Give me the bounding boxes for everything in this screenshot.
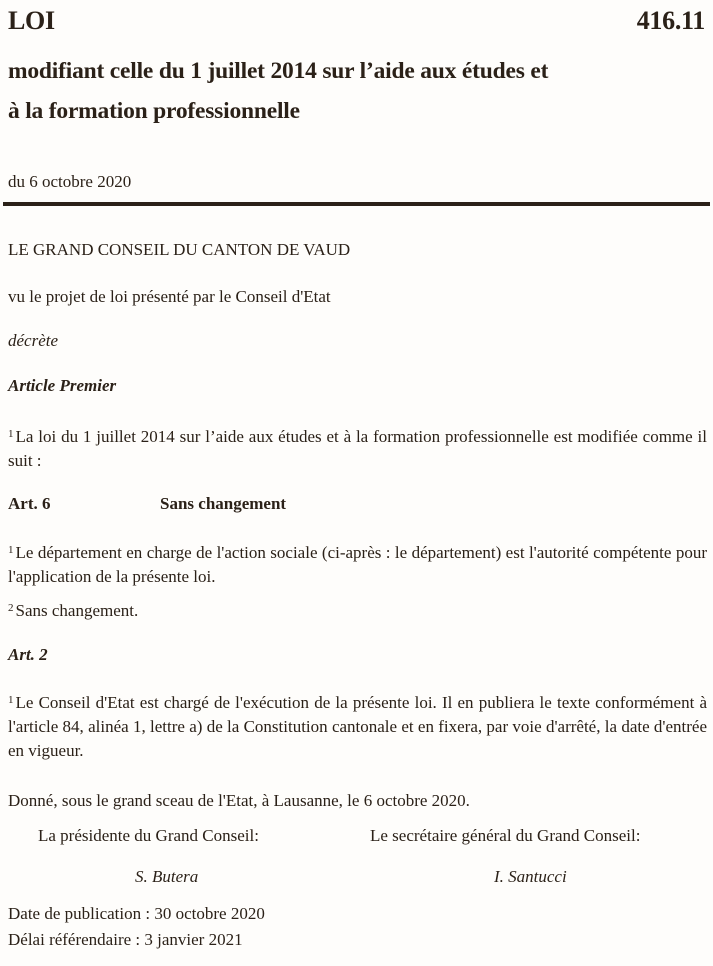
signature-right-role: Le secrétaire général du Grand Conseil: — [370, 826, 641, 845]
alinea-number: 1 — [8, 694, 14, 706]
alinea-text: Le département en charge de l'action sociale (ci-après : le département) est l'autorité compétente pour l'application de la présente loi. — [8, 543, 707, 586]
title-line-2: à la formation professionnelle — [8, 98, 300, 124]
given-statement: Donné, sous le grand sceau de l'Etat, à Lausanne, le 6 octobre 2020. — [8, 791, 470, 810]
art6-label: Art. 6 — [8, 494, 51, 513]
law-date: du 6 octobre 2020 — [8, 172, 132, 191]
publication-date: Date de publication : 30 octobre 2020 — [8, 904, 265, 923]
art6-alinea-1 — [8, 538, 707, 589]
art6-title: Sans changement — [160, 494, 287, 513]
art6-alinea-2 — [8, 601, 138, 621]
referendum-deadline: Délai référendaire : 3 janvier 2021 — [8, 930, 243, 949]
article-premier-heading: Article Premier — [8, 376, 117, 395]
alinea-number: 2 — [8, 602, 14, 614]
alinea-number: 1 — [8, 544, 14, 556]
alinea-text: Sans changement. — [15, 601, 139, 620]
signature-left-role: La présidente du Grand Conseil: — [38, 826, 259, 845]
title-line-1: modifiant celle du 1 juillet 2014 sur l’aide aux études et — [8, 58, 549, 84]
paragraph-number: 1 — [8, 428, 14, 440]
alinea-text: Le Conseil d'Etat est chargé de l'exécution de la présente loi. Il en publiera le texte conformément à l'article 84, alinéa 1, lettre a) de la Constitution cantonale et en fixera, par voie d'arrêté, la date d'entrée en vigueur. — [8, 693, 707, 760]
considering: vu le projet de loi présenté par le Conseil d'Etat — [8, 287, 331, 306]
signature-left-name: S. Butera — [135, 867, 199, 886]
signature-right-name: I. Santucci — [494, 867, 567, 886]
document-type: LOI — [8, 6, 55, 35]
art2-alinea-1 — [8, 688, 707, 763]
law-number: 416.11 — [636, 6, 705, 35]
decrees: décrète — [8, 331, 59, 350]
article-premier-paragraph — [8, 422, 707, 473]
art2-label: Art. 2 — [8, 645, 48, 664]
header-divider — [3, 202, 710, 206]
paragraph-text: La loi du 1 juillet 2014 sur l’aide aux études et à la formation professionnelle est modifiée comme il suit : — [8, 427, 707, 470]
authority: LE GRAND CONSEIL DU CANTON DE VAUD — [8, 240, 351, 259]
